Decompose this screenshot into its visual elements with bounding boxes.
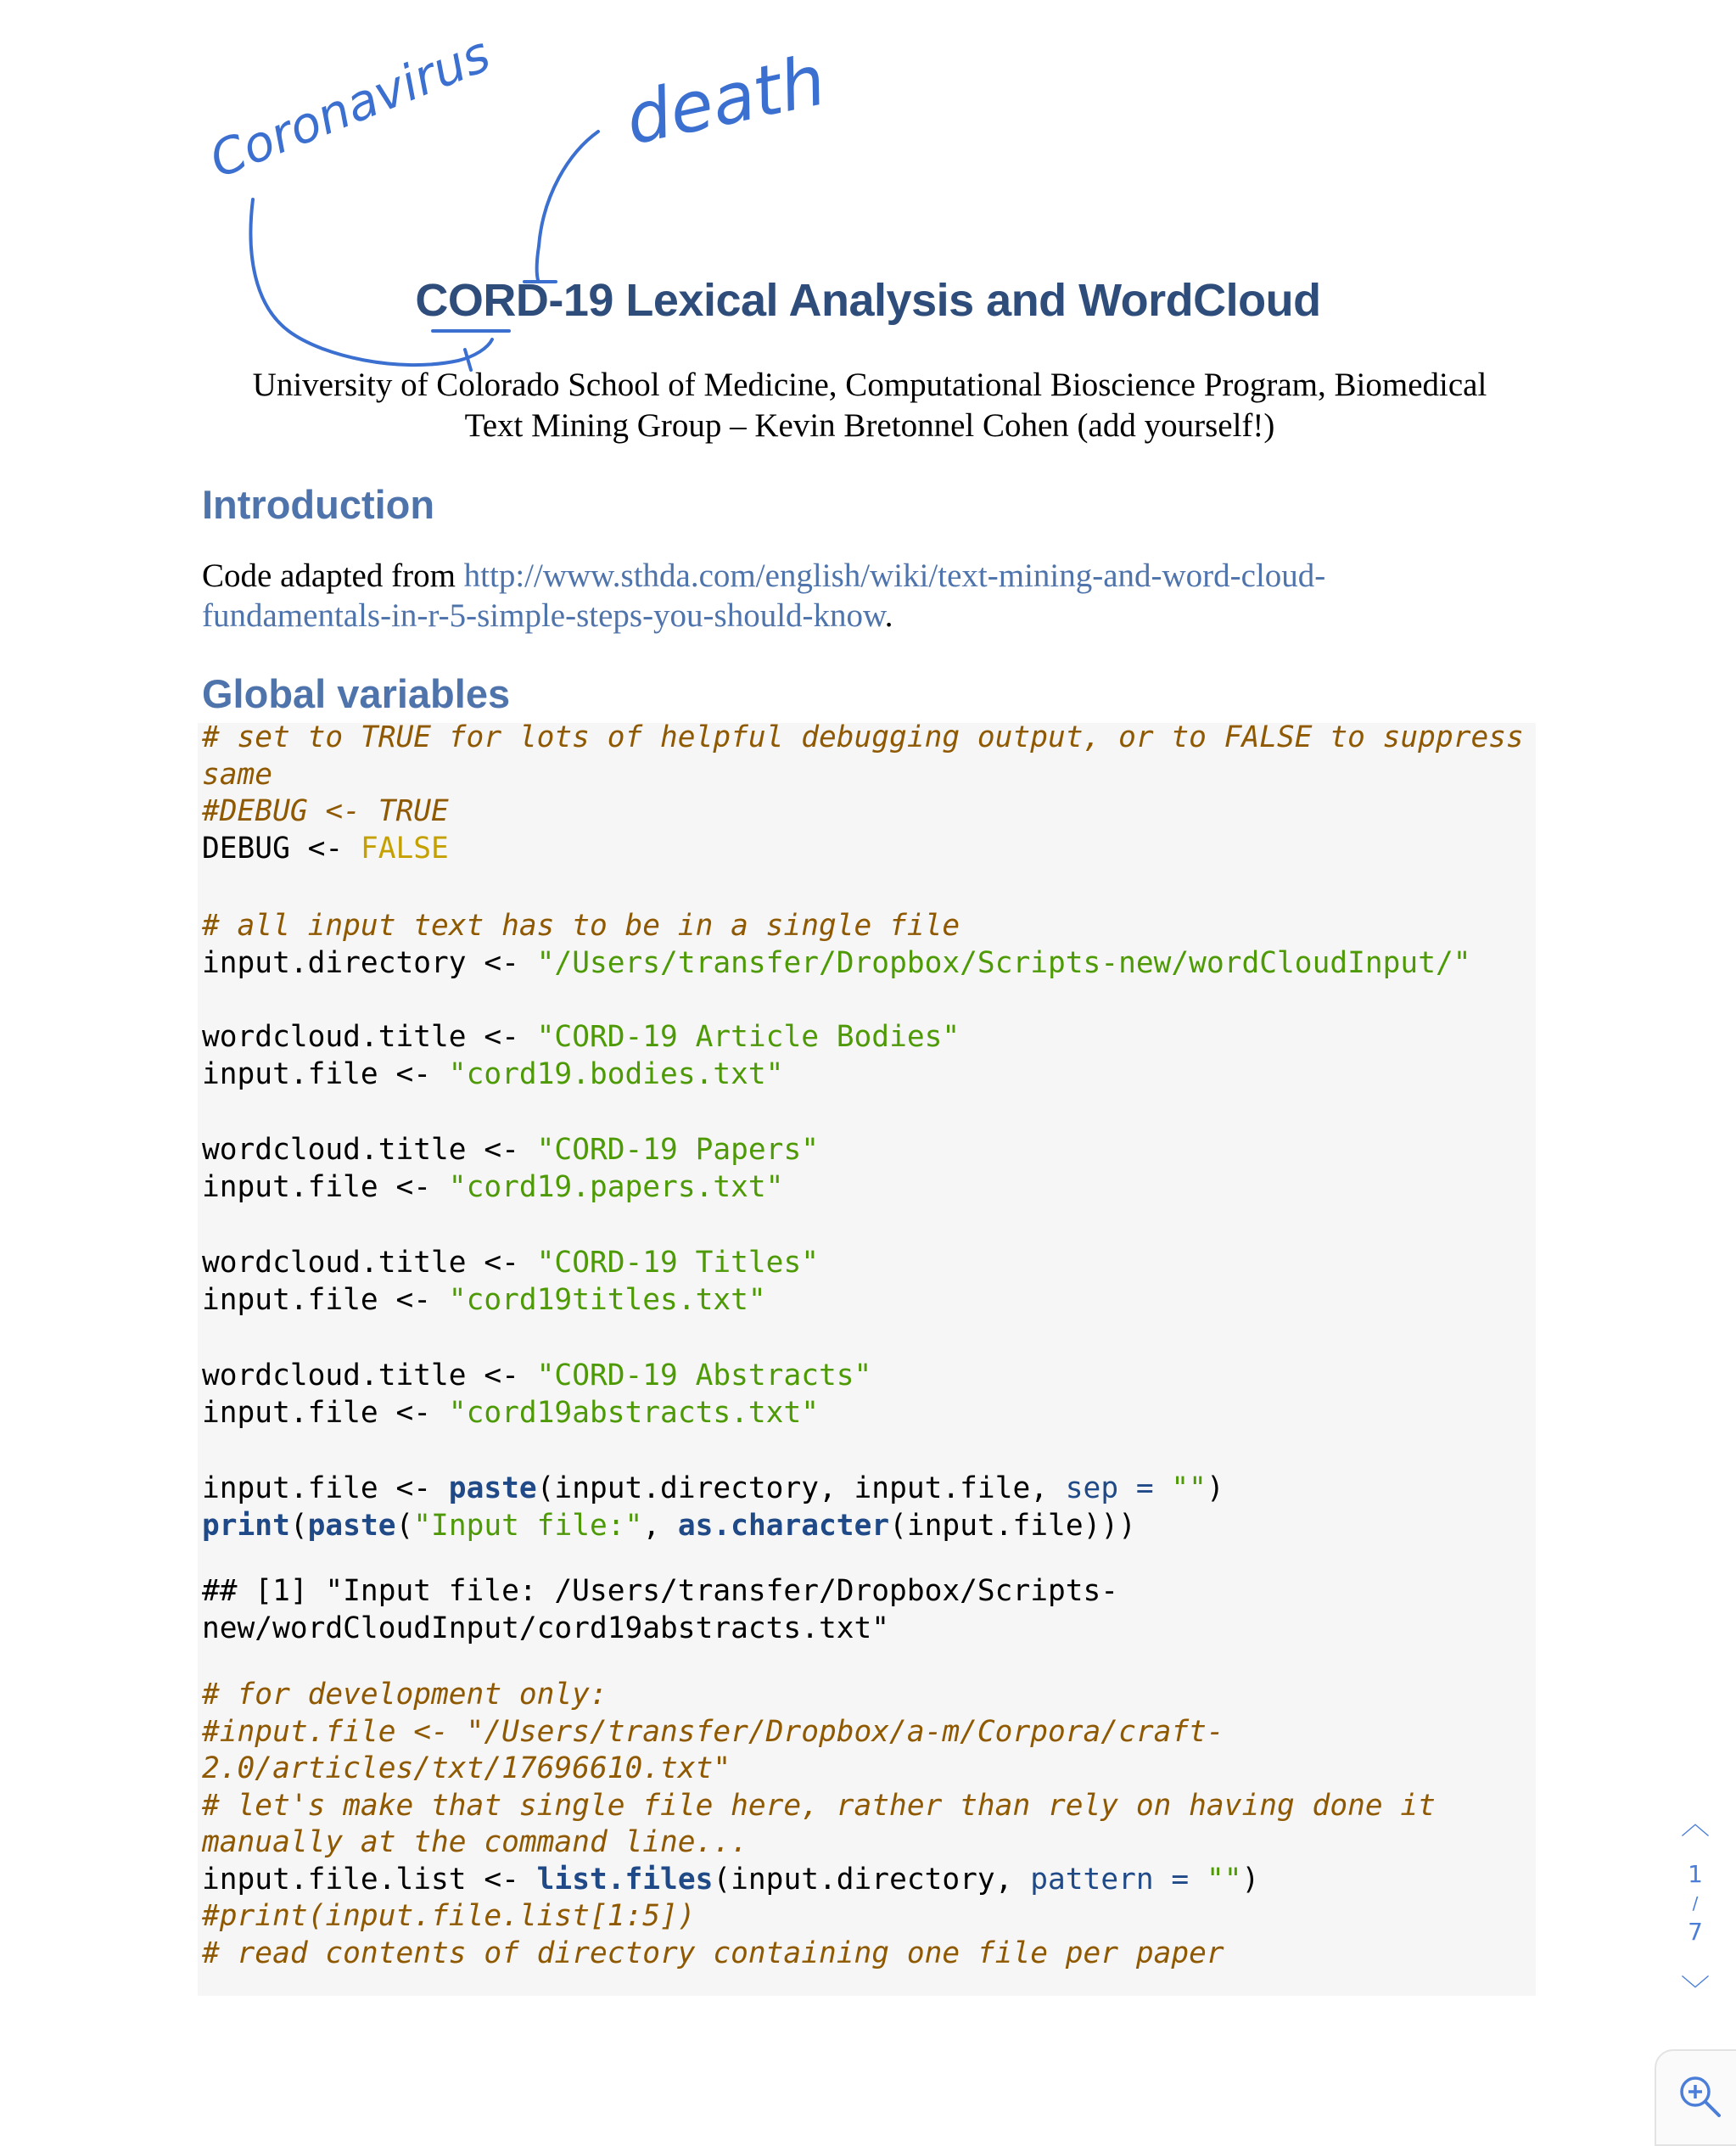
code-assign: wordcloud.title <- bbox=[202, 1020, 537, 1054]
code-argname: sep bbox=[1065, 1471, 1119, 1505]
code-comment: # for development only: bbox=[202, 1678, 608, 1712]
code-lines-debug bbox=[202, 720, 1524, 867]
page-total: 7 bbox=[1688, 1918, 1703, 1946]
zoom-in-icon bbox=[1675, 2071, 1726, 2122]
code-string: "cord19.bodies.txt" bbox=[448, 1056, 784, 1091]
authors-line-1: University of Colorado School of Medicine, Computational Bioscience Program, Biomedical bbox=[252, 367, 1487, 403]
code-function: paste bbox=[448, 1471, 537, 1505]
code-paren: ( bbox=[395, 1508, 414, 1543]
code-args: (input.directory, input.file, bbox=[536, 1471, 1066, 1505]
code-string: "CORD-19 Abstracts" bbox=[536, 1359, 872, 1392]
code-paren: ( bbox=[289, 1508, 308, 1543]
chevron-up-icon: ︿ bbox=[1681, 1807, 1710, 1841]
code-comment: # all input text has to be in a single file bbox=[202, 909, 960, 943]
page-up-button[interactable] bbox=[1676, 1801, 1715, 1842]
page-current: 1 bbox=[1688, 1860, 1703, 1888]
source-link[interactable]: http://www.sthda.com/english/wiki/text-mining-and-word-cloud- fundamentals-in-r-5-simple-steps-you-should-know bbox=[202, 558, 1326, 634]
handwritten-note-coronavirus: Coronavirus bbox=[201, 25, 498, 189]
global-variables-heading: Global variables bbox=[202, 671, 511, 716]
zoom-in-button[interactable] bbox=[1655, 2049, 1736, 2146]
code-assign: input.file <- bbox=[202, 1169, 449, 1204]
code-comment: # let's make that single file here, rather than rely on having done it bbox=[202, 1788, 1436, 1823]
code-assign: wordcloud.title <- bbox=[202, 1359, 537, 1392]
code-string: "cord19abstracts.txt" bbox=[448, 1395, 819, 1430]
intro-suffix: . bbox=[884, 597, 893, 634]
code-comma: , bbox=[642, 1508, 678, 1543]
code-string: "cord19.papers.txt" bbox=[448, 1169, 784, 1204]
code-string: "CORD-19 Papers" bbox=[536, 1133, 819, 1167]
code-paren: ) bbox=[1206, 1471, 1224, 1505]
code-args: (input.file))) bbox=[889, 1508, 1136, 1543]
code-string: "cord19titles.txt" bbox=[448, 1282, 766, 1317]
code-operator: = bbox=[1153, 1862, 1207, 1897]
introduction-paragraph bbox=[202, 556, 1526, 636]
code-assign: input.file.list <- bbox=[202, 1862, 537, 1897]
output-line-2: new/wordCloudInput/cord19abstracts.txt" bbox=[202, 1611, 890, 1645]
code-assign: input.file <- bbox=[202, 1282, 449, 1317]
code-comment: # read contents of directory containing one file per paper bbox=[202, 1936, 1224, 1970]
code-string: "" bbox=[1171, 1471, 1207, 1505]
code-argname: pattern bbox=[1030, 1862, 1154, 1897]
code-string: "CORD-19 Titles" bbox=[536, 1246, 819, 1280]
code-args: (input.directory, bbox=[713, 1862, 1031, 1897]
code-string: "" bbox=[1206, 1862, 1242, 1897]
code-assign: DEBUG <- bbox=[202, 831, 361, 866]
code-paren: ) bbox=[1241, 1862, 1260, 1897]
document-title: CORD-19 Lexical Analysis and WordCloud bbox=[415, 275, 1321, 326]
code-comment: # set to TRUE for lots of helpful debugging output, or to FALSE to suppress bbox=[202, 720, 1524, 754]
code-assign: input.file <- bbox=[202, 1395, 449, 1430]
code-assign: input.directory <- bbox=[202, 945, 537, 980]
code-output bbox=[202, 1573, 1118, 1647]
code-string: "CORD-19 Article Bodies" bbox=[536, 1020, 960, 1054]
code-assign: input.file <- bbox=[202, 1471, 449, 1505]
document-authors bbox=[195, 365, 1544, 446]
code-lines-papers bbox=[202, 1132, 819, 1206]
code-constant: FALSE bbox=[360, 831, 449, 866]
code-comment: manually at the command line... bbox=[202, 1825, 748, 1859]
code-lines-titles bbox=[202, 1245, 819, 1319]
code-string: "/Users/transfer/Dropbox/Scripts-new/wordCloudInput/" bbox=[536, 945, 1471, 980]
annotation-arrow-right bbox=[537, 132, 598, 280]
code-lines-dev bbox=[202, 1677, 1436, 1972]
code-function: list.files bbox=[536, 1862, 714, 1897]
code-string: "Input file:" bbox=[413, 1508, 643, 1543]
code-comment: same bbox=[202, 757, 273, 792]
code-operator: = bbox=[1118, 1471, 1172, 1505]
introduction-heading: Introduction bbox=[202, 482, 435, 527]
code-lines-bodies bbox=[202, 1019, 960, 1093]
code-comment: #DEBUG <- TRUE bbox=[202, 794, 449, 828]
code-lines-directory bbox=[202, 908, 1471, 982]
output-line-1: ## [1] "Input file: /Users/transfer/Dropbox/Scripts- bbox=[202, 1574, 1119, 1608]
page-down-button[interactable] bbox=[1676, 1967, 1715, 2009]
code-comment: 2.0/articles/txt/17696610.txt" bbox=[202, 1751, 731, 1785]
code-assign: wordcloud.title <- bbox=[202, 1246, 537, 1280]
code-function: paste bbox=[307, 1508, 396, 1543]
intro-prefix: Code adapted from bbox=[202, 558, 464, 594]
authors-line-2: Text Mining Group – Kevin Bretonnel Cohen (add yourself!) bbox=[464, 407, 1275, 444]
handwritten-note-death: death bbox=[619, 40, 832, 161]
page-separator: / bbox=[1692, 1893, 1699, 1913]
code-function: print bbox=[202, 1508, 290, 1543]
code-assign: wordcloud.title <- bbox=[202, 1133, 537, 1167]
code-assign: input.file <- bbox=[202, 1056, 449, 1091]
code-comment: #input.file <- "/Users/transfer/Dropbox/a-m/Corpora/craft- bbox=[202, 1714, 1224, 1749]
code-lines-abstracts bbox=[202, 1358, 871, 1432]
code-function: as.character bbox=[677, 1508, 890, 1543]
code-comment: #print(input.file.list[1:5]) bbox=[202, 1899, 696, 1933]
page-indicator bbox=[1676, 1860, 1715, 1947]
chevron-down-icon: ﹀ bbox=[1681, 1974, 1710, 2008]
code-lines-paste bbox=[202, 1471, 1224, 1544]
